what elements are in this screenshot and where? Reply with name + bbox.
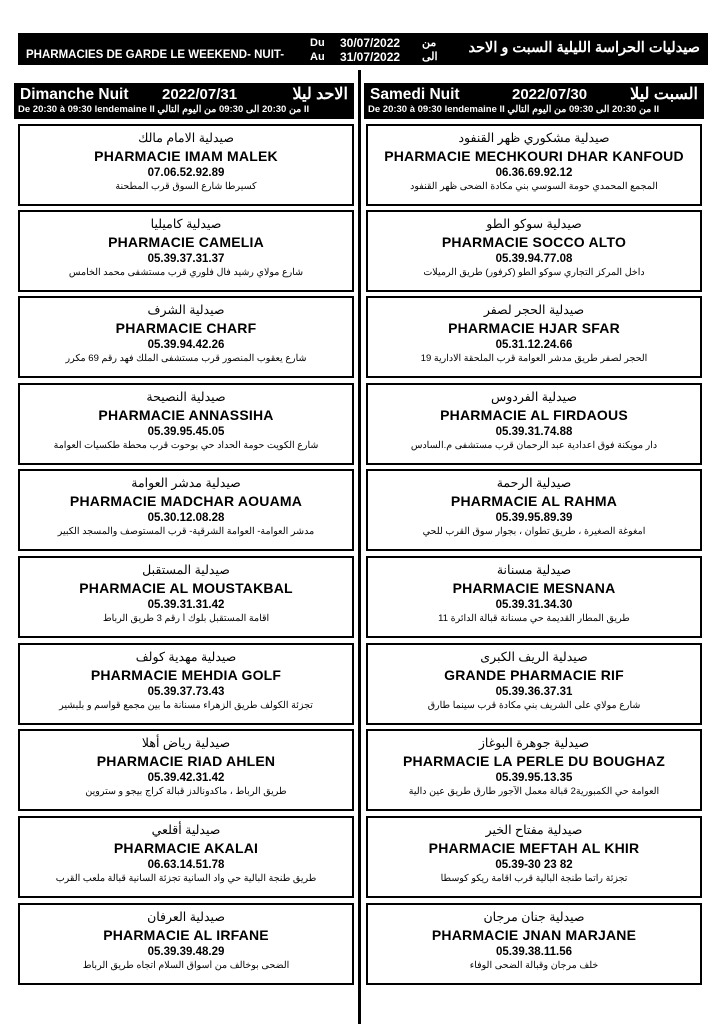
- pharmacy-card: [366, 816, 702, 898]
- pharmacy-name-fr: PHARMACIE LA PERLE DU BOUGHAZ: [403, 753, 665, 769]
- pharmacy-phone: 05.39.39.48.29: [147, 946, 225, 958]
- pharmacy-card: [18, 816, 354, 898]
- pharmacy-phone: 05.39.37.73.43: [147, 686, 225, 698]
- pharmacy-name-ar: صيدلية المستقبل: [142, 563, 230, 577]
- pharmacy-address: شارع مولاي رشيد فال فلوري قرب مستشفى محمد الخامس: [68, 267, 304, 278]
- pharmacy-address: اقامة المستقبل بلوك أ رقم 3 طريق الرباط: [102, 613, 270, 624]
- pharmacy-phone: 06.63.14.51.78: [147, 859, 225, 871]
- sunday-day-ar: الاحد ليلا: [292, 86, 348, 103]
- pharmacy-phone: 05.39.31.74.88: [495, 426, 573, 438]
- pharmacy-name-fr: PHARMACIE SOCCO ALTO: [441, 234, 627, 250]
- saturday-day-ar: السبت ليلا: [630, 86, 698, 103]
- pharmacy-phone: 05.39.94.77.08: [495, 253, 573, 265]
- pharmacy-name-fr: PHARMACIE MEFTAH AL KHIR: [428, 840, 640, 856]
- pharmacy-name-ar: صيدلية مفتاح الخير: [485, 823, 583, 837]
- sunday-day-fr: Dimanche Nuit: [20, 86, 129, 103]
- banner-date-from: 30/07/2022: [340, 36, 401, 50]
- pharmacy-address: داخل المركز التجاري سوكو ألطو (كرفور) طريق الرميلات: [423, 267, 645, 278]
- pharmacy-address: كسيرطا شارع السوق قرب المطحنة: [115, 181, 257, 192]
- pharmacy-name-ar: صيدلية أقلعي: [151, 823, 221, 837]
- pharmacy-card: [18, 296, 354, 378]
- pharmacy-name-fr: PHARMACIE CHARF: [115, 320, 257, 336]
- header-banner: [18, 33, 708, 65]
- pharmacy-address: خلف مرجان وقبالة الضحى الوفاء: [469, 960, 599, 971]
- pharmacy-phone: 05.39.95.45.05: [147, 426, 225, 438]
- pharmacy-card: [366, 643, 702, 725]
- pharmacy-name-ar: صيدلية جنان مرجان: [483, 910, 585, 924]
- sunday-hours: De 20:30 à 09:30 lendemaine II من 20:30 الى 09:30 من اليوم التالي II: [18, 104, 310, 115]
- pharmacy-address: مدشر العوامة- العوامة الشرقية- قرب المستوصف والمسجد الكبير: [57, 526, 315, 537]
- pharmacy-phone: 05.39.37.31.37: [147, 253, 225, 265]
- pharmacy-name-fr: GRANDE PHARMACIE RIF: [444, 667, 624, 683]
- pharmacy-card: [18, 383, 354, 465]
- banner-title-ar: صيدليات الحراسة الليلية السبت و الاحد: [468, 40, 700, 56]
- pharmacy-card: [18, 643, 354, 725]
- pharmacy-name-fr: PHARMACIE HJAR SFAR: [448, 320, 620, 336]
- pharmacy-address: طريق المطار القديمة حي مسنانة قبالة الدائرة 11: [438, 613, 630, 624]
- saturday-header: [364, 83, 704, 119]
- pharmacy-address: العوامة حي الكمبورية2 قبالة معمل الآجور طارق طريق عين دالية: [408, 786, 660, 797]
- pharmacy-card: [366, 556, 702, 638]
- pharmacy-name-fr: PHARMACIE AL IRFANE: [103, 927, 269, 943]
- pharmacy-phone: 06.36.69.92.12: [495, 167, 573, 179]
- pharmacy-name-fr: PHARMACIE ANNASSIHA: [98, 407, 274, 423]
- pharmacy-name-ar: صيدلية الفردوس: [490, 390, 578, 404]
- pharmacy-phone: 07.06.52.92.89: [147, 167, 225, 179]
- pharmacy-address: امغوغة الصغيرة ، طريق تطوان ، بجوار سوق القرب للحي: [422, 526, 646, 537]
- pharmacy-card: [366, 903, 702, 985]
- pharmacy-card: [18, 556, 354, 638]
- pharmacy-address: الضحى بوخالف من أسواق السلام اتجاه طريق الرباط: [82, 960, 290, 971]
- pharmacy-address: تجزئة راتما طنجة البالية قرب اقامة ريكو كوسطا: [440, 873, 628, 884]
- pharmacy-phone: 05.31.12.24.66: [495, 339, 573, 351]
- pharmacy-name-ar: صيدلية مسنانة: [496, 563, 572, 577]
- pharmacy-phone: 05.30.12.08.28: [147, 512, 225, 524]
- pharmacy-name-ar: صيدلية الحجر لصفر: [483, 303, 585, 317]
- pharmacy-address: المجمع المحمدي حومة السوسي بني مكادة الضحى ظهر القنفود: [410, 181, 658, 192]
- pharmacy-name-ar: صيدلية سوكو الطو: [486, 217, 582, 231]
- pharmacy-name-fr: PHARMACIE IMAM MALEK: [94, 148, 278, 164]
- pharmacy-name-ar: صيدلية العرفان: [147, 910, 225, 924]
- pharmacy-card: [366, 124, 702, 206]
- pharmacy-card: [366, 296, 702, 378]
- pharmacy-name-ar: صيدلية الشرف: [147, 303, 225, 317]
- sunday-date: 2022/07/31: [162, 86, 238, 103]
- pharmacy-card: [366, 383, 702, 465]
- banner-du-label: Du: [310, 37, 325, 49]
- pharmacy-name-ar: صيدلية الريف الكبرى: [480, 650, 588, 664]
- pharmacy-name-ar: صيدلية رياض أهلا: [141, 736, 231, 750]
- pharmacy-phone: 05.39.95.13.35: [495, 772, 573, 784]
- pharmacy-phone: 05.39.38.11.56: [495, 946, 573, 958]
- banner-min-ar: من: [422, 37, 437, 49]
- pharmacy-name-ar: صيدلية مهدية كولف: [135, 650, 237, 664]
- pharmacy-address: تجزئة الكولف طريق الزهراء مسنانة ما بين مجمع قواسم و بلبشير: [59, 700, 313, 711]
- pharmacy-address: شارع الكويت حومة الحداد حي بوحوت قرب محطة طكسيات العوامة: [53, 440, 319, 451]
- pharmacy-name-fr: PHARMACIE MECHKOURI DHAR KANFOUD: [384, 148, 684, 164]
- pharmacy-phone: 05.39.31.31.42: [147, 599, 225, 611]
- saturday-date: 2022/07/30: [512, 86, 588, 103]
- pharmacy-name-fr: PHARMACIE CAMELIA: [108, 234, 264, 250]
- banner-ila-ar: الى: [422, 51, 438, 63]
- pharmacy-address: شارع مولاي على الشريف بني مكادة قرب سينما طارق: [427, 700, 641, 711]
- pharmacy-phone: 05.39.36.37.31: [495, 686, 573, 698]
- column-divider: [358, 70, 361, 1024]
- pharmacy-name-ar: صيدلية مدشر العوامة: [131, 476, 241, 490]
- saturday-day-fr: Samedi Nuit: [370, 86, 460, 103]
- pharmacy-name-fr: PHARMACIE AL MOUSTAKBAL: [79, 580, 293, 596]
- pharmacy-name-fr: PHARMACIE MEHDIA GOLF: [90, 667, 282, 683]
- pharmacy-name-fr: PHARMACIE AKALAI: [113, 840, 259, 856]
- pharmacy-name-fr: PHARMACIE AL FIRDAOUS: [440, 407, 628, 423]
- pharmacy-name-ar: صيدلية كاميليا: [150, 217, 222, 231]
- saturday-hours: De 20:30 à 09:30 lendemaine II من 20:30 الى 09:30 من اليوم التالي II: [368, 104, 660, 115]
- pharmacy-card: [366, 469, 702, 551]
- pharmacy-address: شارع يعقوب المنصور قرب مستشفى الملك فهد رقم 69 مكرر: [65, 353, 307, 364]
- pharmacy-phone: 05.39.95.89.39: [495, 512, 573, 524]
- banner-date-to: 31/07/2022: [340, 50, 401, 64]
- pharmacy-phone: 05.39-30 23 82: [495, 859, 573, 871]
- pharmacy-card: [18, 124, 354, 206]
- banner-title-fr: PHARMACIES DE GARDE LE WEEKEND- NUIT-: [26, 49, 285, 61]
- pharmacy-phone: 05.39.42.31.42: [147, 772, 225, 784]
- pharmacy-name-ar: صيدلية الرحمة: [496, 476, 572, 490]
- pharmacy-phone: 05.39.31.34.30: [495, 599, 573, 611]
- pharmacy-card: [18, 210, 354, 292]
- pharmacy-address: دار مويكنة فوق اعدادية عبد الرحمان قرب مستشفى م.السادس: [410, 440, 658, 451]
- pharmacy-name-ar: صيدلية النصيحة: [146, 390, 226, 404]
- pharmacy-address: طريق الرباط ، ماكدونالدز قبالة كراج بيجو و ستروين: [85, 786, 287, 797]
- pharmacy-card: [18, 469, 354, 551]
- pharmacy-name-fr: PHARMACIE MESNANA: [452, 580, 616, 596]
- pharmacy-card: [18, 729, 354, 811]
- pharmacy-name-fr: PHARMACIE AL RAHMA: [450, 493, 618, 509]
- pharmacy-name-ar: صيدلية الامام مالك: [138, 131, 234, 145]
- pharmacy-card: [18, 903, 354, 985]
- pharmacy-card: [366, 729, 702, 811]
- banner-au-label: Au: [310, 51, 325, 63]
- pharmacy-name-fr: PHARMACIE RIAD AHLEN: [96, 753, 276, 769]
- pharmacy-name-fr: PHARMACIE JNAN MARJANE: [431, 927, 637, 943]
- pharmacy-name-fr: PHARMACIE MADCHAR AOUAMA: [69, 493, 303, 509]
- pharmacy-phone: 05.39.94.42.26: [147, 339, 225, 351]
- sunday-header: [14, 83, 354, 119]
- pharmacy-name-ar: صيدلية مشكوري ظهر القنفود: [458, 131, 610, 145]
- pharmacy-name-ar: صيدلية جوهرة البوغاز: [478, 736, 590, 750]
- pharmacy-card: [366, 210, 702, 292]
- pharmacy-address: الحجر لصفر طريق مدشر العوامة قرب الملحقة الادارية 19: [420, 353, 648, 364]
- pharmacy-address: طريق طنجة البالية حي واد السانية تجزئة السانية قبالة ملعب القرب: [55, 873, 317, 884]
